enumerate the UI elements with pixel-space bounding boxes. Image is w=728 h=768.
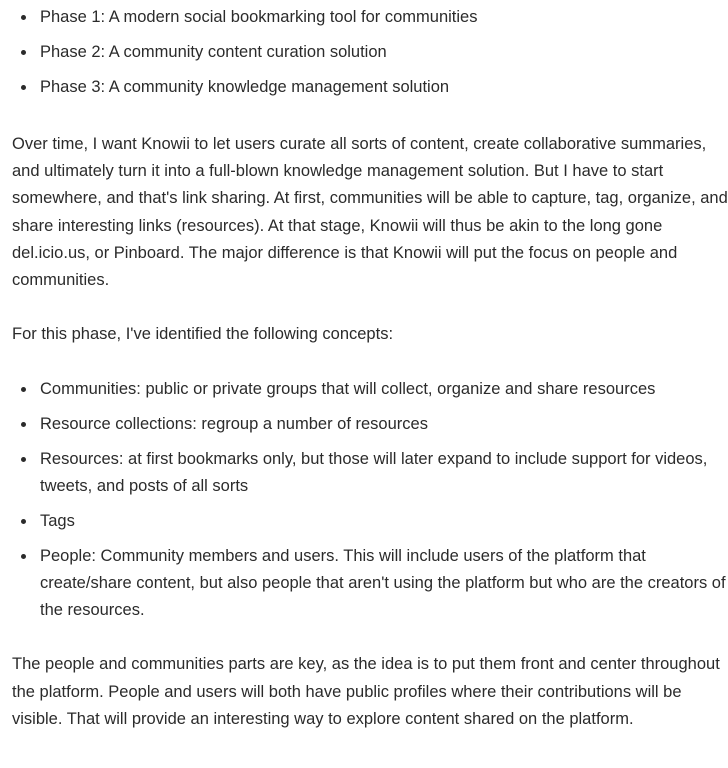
list-item-text: Phase 1: A modern social bookmarking tool for communities <box>40 8 478 26</box>
bullet-icon <box>21 457 26 462</box>
list-item-text: Phase 2: A community content curation solution <box>40 43 387 61</box>
list-item-text: Resources: at first bookmarks only, but those will later expand to include support for videos, tweets, and posts of all sorts <box>40 450 708 496</box>
bullet-icon <box>21 554 26 559</box>
list-item <box>12 446 728 500</box>
bullet-icon <box>21 519 26 524</box>
list-item <box>12 543 728 624</box>
list-item-text: Communities: public or private groups that will collect, organize and share resources <box>40 380 656 399</box>
list-item-text: People: Community members and users. This will include users of the platform that create/share content, but also people that aren't using the platform but who are the creators of the resources. <box>40 547 726 620</box>
bullet-icon <box>21 387 26 392</box>
list-item <box>12 376 728 403</box>
list-item <box>12 74 728 101</box>
bullet-icon <box>21 85 26 90</box>
concepts-intro-paragraph: For this phase, I've identified the following concepts: <box>12 325 394 344</box>
list-item <box>12 508 728 535</box>
concept-list <box>12 376 728 624</box>
list-item <box>12 39 728 66</box>
bullet-icon <box>21 15 26 20</box>
list-item-text: Resource collections: regroup a number of resources <box>40 415 428 434</box>
vision-paragraph: Over time, I want Knowii to let users curate all sorts of content, create collaborative summaries, and ultimately turn it into a full-blown knowledge management solution. But I have to start somewhere, and that's link sharing. At first, communities will be able to capture, tag, organize, and share interesting links (resources). At that stage, Knowii will thus be akin to the long gone del.icio.us, or Pinboard. The major difference is that Knowii will put the focus on people and communities. <box>12 135 728 290</box>
list-item-text: Phase 3: A community knowledge management solution <box>40 78 450 96</box>
people-focus-paragraph: The people and communities parts are key, as the idea is to put them front and center throughout the platform. People and users will both have public profiles where their contributions will be visible. That will provide an interesting way to explore content shared on the platform. <box>12 655 720 728</box>
list-item-text: Tags <box>40 512 75 531</box>
phase-list <box>12 0 728 101</box>
list-item <box>12 4 728 31</box>
list-item <box>12 411 728 438</box>
bullet-icon <box>21 50 26 55</box>
bullet-icon <box>21 422 26 427</box>
